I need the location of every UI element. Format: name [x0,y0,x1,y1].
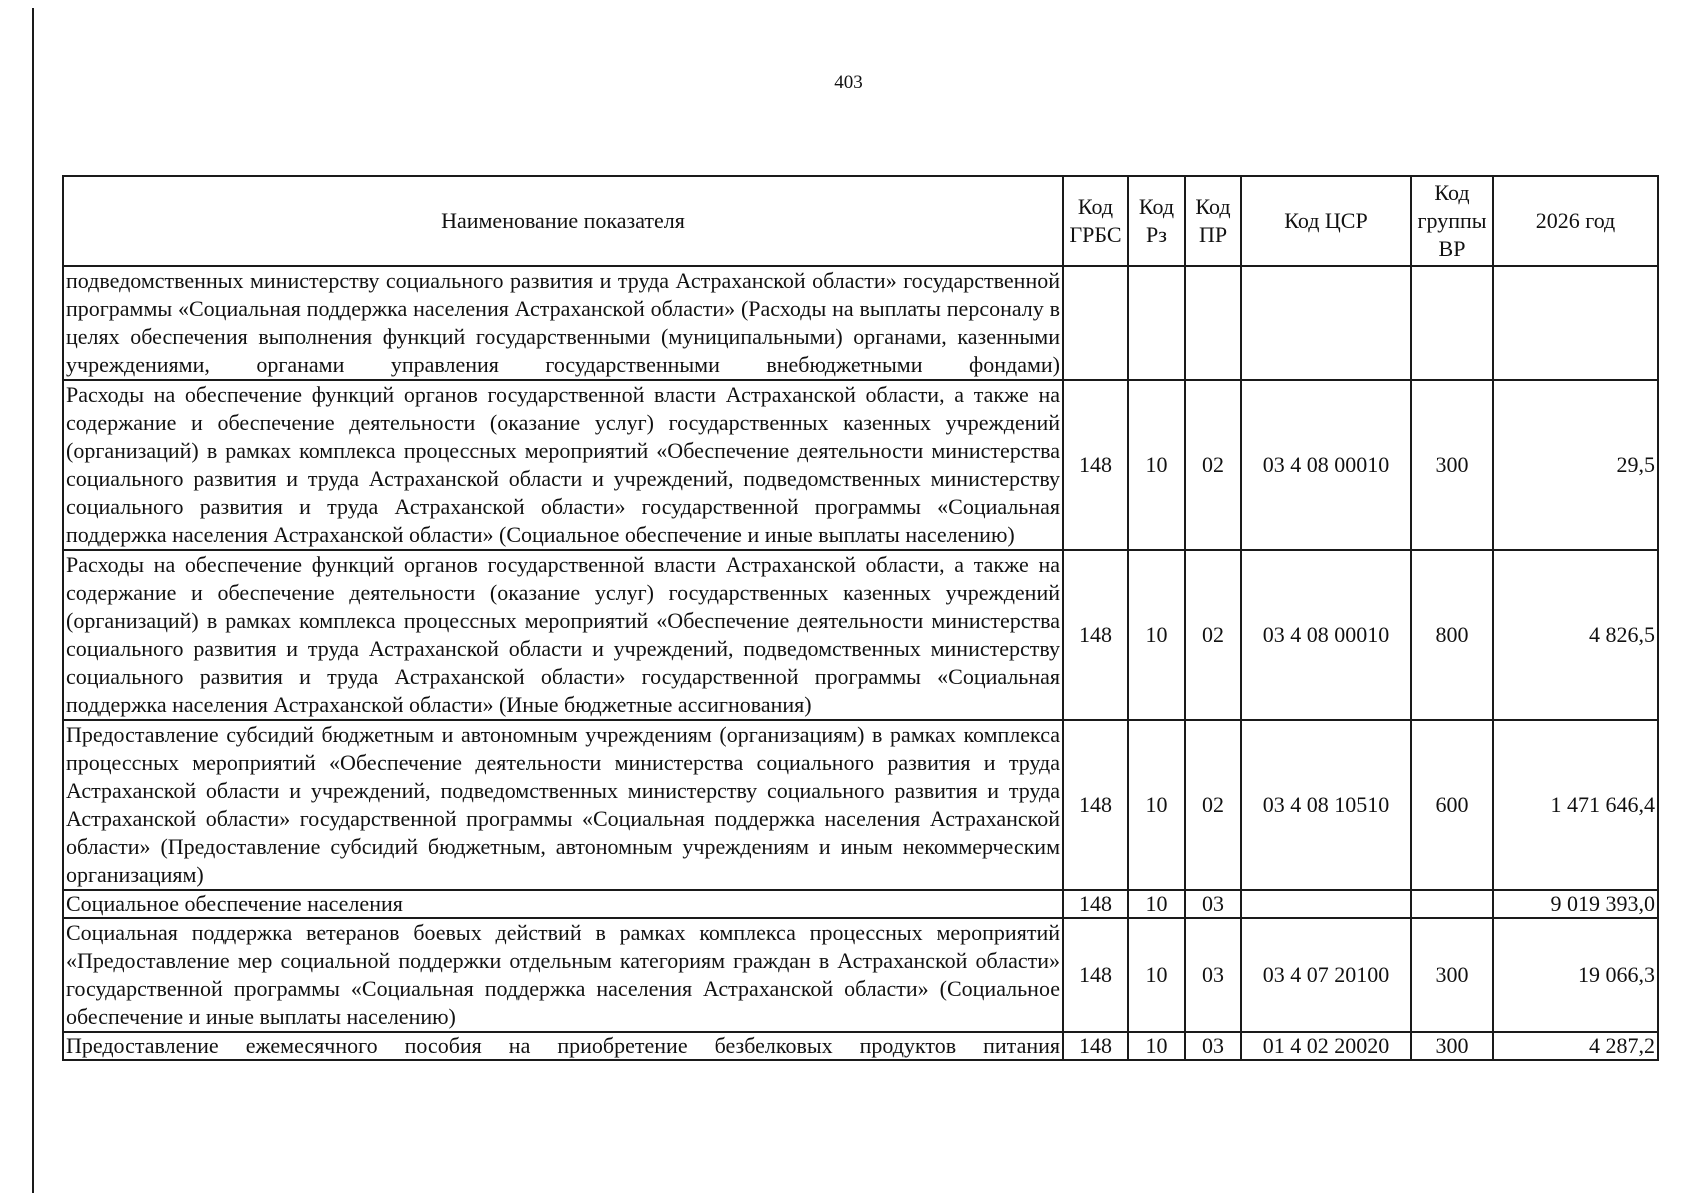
row-grbs [1063,266,1128,380]
table-header-row [63,176,1658,266]
row-amount [1493,266,1658,380]
row-csr: 03 4 07 20100 [1241,918,1411,1032]
row-grbs: 148 [1063,380,1128,550]
row-grbs: 148 [1063,918,1128,1032]
row-rz: 10 [1128,1032,1185,1060]
row-vr [1411,890,1493,918]
row-grbs: 148 [1063,890,1128,918]
table-row [63,380,1658,550]
row-grbs: 148 [1063,1032,1128,1060]
row-name: Расходы на обеспечение функций органов государственной власти Астраханской области, а также на содержание и обеспечение деятельности (оказание услуг) государственных казенных учреждений (организаций) в рамках комплекса процессных мероприятий «Обеспечение деятельности министерства социального развития и труда Астраханской области и учреждений, подведомственных министерству социального развития и труда Астраханской области» государственной программы «Социальная поддержка населения Астраханской области» (Иные бюджетные ассигнования) [63,550,1063,720]
header-csr: Код ЦСР [1241,176,1411,266]
table-row [63,890,1658,918]
row-rz: 10 [1128,550,1185,720]
row-pr: 03 [1185,918,1241,1032]
row-csr: 03 4 08 00010 [1241,550,1411,720]
row-csr [1241,890,1411,918]
budget-table [62,175,1659,1061]
row-name: Социальная поддержка ветеранов боевых действий в рамках комплекса процессных мероприятий «Предоставление мер социальной поддержки отдельным категориям граждан в Астраханской области» государственной программы «Социальная поддержка населения Астраханской области» (Социальное обеспечение и иные выплаты населению) [63,918,1063,1032]
header-vr: Код группы ВР [1411,176,1493,266]
table-row [63,918,1658,1032]
row-vr: 300 [1411,380,1493,550]
header-pr: Код ПР [1185,176,1241,266]
table-row [63,266,1658,380]
table-row [63,550,1658,720]
row-amount: 4 826,5 [1493,550,1658,720]
row-name: Социальное обеспечение населения [63,890,1063,918]
row-name: Предоставление субсидий бюджетным и автономным учреждениям (организациям) в рамках комплекса процессных мероприятий «Обеспечение деятельности министерства социального развития и труда Астраханской области и учреждений, подведомственных министерству социального развития и труда Астраханской области» государственной программы «Социальная поддержка населения Астраханской области» (Предоставление субсидий бюджетным, автономным учреждениям и иным некоммерческим организациям) [63,720,1063,890]
row-pr: 02 [1185,380,1241,550]
row-pr: 02 [1185,720,1241,890]
table-row [63,720,1658,890]
row-name: Предоставление ежемесячного пособия на приобретение безбелковых продуктов питания [63,1032,1063,1060]
row-amount: 9 019 393,0 [1493,890,1658,918]
row-rz: 10 [1128,380,1185,550]
header-grbs: Код ГРБС [1063,176,1128,266]
row-csr: 01 4 02 20020 [1241,1032,1411,1060]
row-pr [1185,266,1241,380]
header-rz: Код Рз [1128,176,1185,266]
page-number: 403 [834,72,863,93]
row-rz: 10 [1128,918,1185,1032]
row-grbs: 148 [1063,550,1128,720]
row-csr: 03 4 08 10510 [1241,720,1411,890]
row-name: подведомственных министерству социального развития и труда Астраханской области» государственной программы «Социальная поддержка населения Астраханской области» (Расходы на выплаты персоналу в целях обеспечения выполнения функций государственными (муниципальными) органами, казенными учреждениями, органами управления государственными внебюджетными фондами) [63,266,1063,380]
row-rz: 10 [1128,890,1185,918]
row-vr: 800 [1411,550,1493,720]
table-row [63,1032,1658,1060]
row-amount: 4 287,2 [1493,1032,1658,1060]
row-pr: 02 [1185,550,1241,720]
row-amount: 29,5 [1493,380,1658,550]
header-name: Наименование показателя [63,176,1063,266]
row-name: Расходы на обеспечение функций органов государственной власти Астраханской области, а также на содержание и обеспечение деятельности (оказание услуг) государственных казенных учреждений (организаций) в рамках комплекса процессных мероприятий «Обеспечение деятельности министерства социального развития и труда Астраханской области и учреждений, подведомственных министерству социального развития и труда Астраханской области» государственной программы «Социальная поддержка населения Астраханской области» (Социальное обеспечение и иные выплаты населению) [63,380,1063,550]
row-csr [1241,266,1411,380]
row-amount: 19 066,3 [1493,918,1658,1032]
row-csr: 03 4 08 00010 [1241,380,1411,550]
row-pr: 03 [1185,890,1241,918]
row-vr [1411,266,1493,380]
scan-edge-line [32,8,34,1193]
header-year: 2026 год [1493,176,1658,266]
row-vr: 600 [1411,720,1493,890]
row-pr: 03 [1185,1032,1241,1060]
row-vr: 300 [1411,918,1493,1032]
row-vr: 300 [1411,1032,1493,1060]
row-grbs: 148 [1063,720,1128,890]
row-rz: 10 [1128,720,1185,890]
row-amount: 1 471 646,4 [1493,720,1658,890]
row-rz [1128,266,1185,380]
